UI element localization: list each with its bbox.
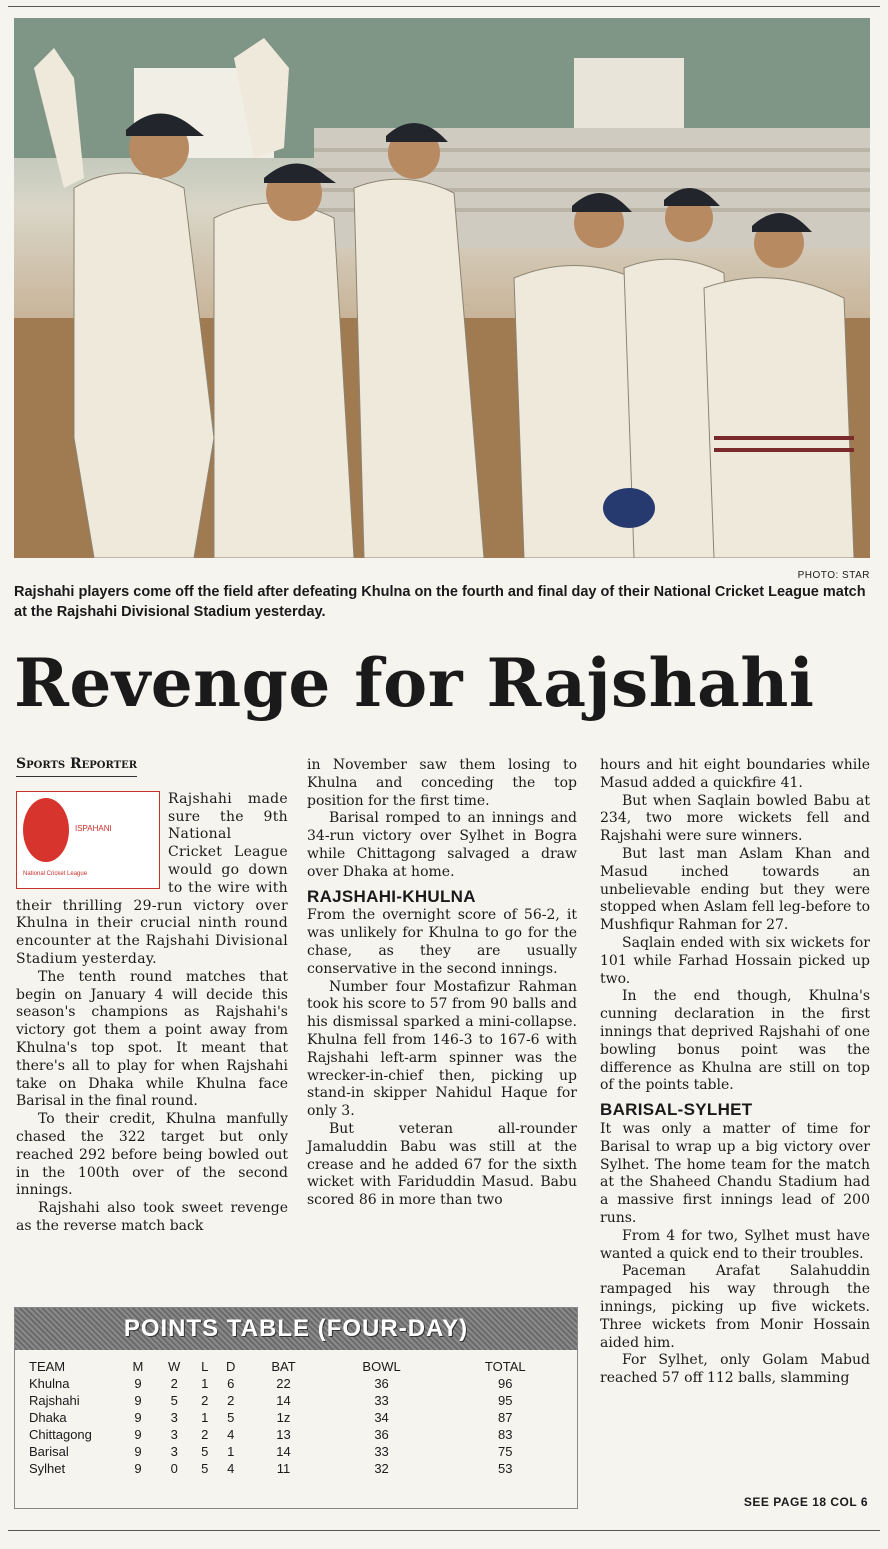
paragraph: For Sylhet, only Golam Mabud reached 57 off 112 balls, slamming [600,1352,870,1387]
paragraph: From the overnight score of 56-2, it was unlikely for Khulna to go for the chase, as they are usually conservative in the second innings. [307,907,577,977]
table-cell: 36 [374,1376,389,1391]
table-cell: Sylhet [29,1461,66,1476]
paragraph: Rajshahi made sure the 9th National Cricket League would go down to the wire with their thrilling 29-run victory over Khulna in their crucial ninth round encounter at the Rajshahi Divisional Stadium yesterday. [16,790,288,967]
table-cell: 2 [201,1427,209,1442]
table-cell: 87 [498,1410,513,1425]
table-cell: Chittagong [29,1427,92,1442]
column-header: BOWL [362,1359,401,1374]
table-cell: 83 [498,1427,513,1442]
table-cell: 2 [170,1376,178,1391]
paragraph: hours and hit eight boundaries while Masud added a quickfire 41. [600,757,870,791]
table-cell: 95 [498,1393,513,1408]
table-cell: 1z [276,1410,291,1425]
table-cell: 5 [170,1393,178,1408]
table-cell: Dhaka [29,1410,67,1425]
paragraph: From 4 for two, Sylhet must have wanted a quick end to their troubles. [600,1227,870,1262]
table-cell: 2 [201,1393,209,1408]
table-cell: 36 [374,1427,389,1442]
article-column-3 [600,757,870,1388]
table-cell: 33 [374,1393,389,1408]
headline: Revenge for Rajshahi [14,644,815,722]
table-cell: 3 [170,1444,178,1459]
paragraph: But when Saqlain bowled Babu at 234, two more wickets fell and Rajshahi were sure winners. [600,792,870,845]
table-cell: 4 [227,1427,235,1442]
logo-brand: ISPAHANI [75,823,112,833]
paragraph: But veteran all-rounder Jamaluddin Babu was still at the crease and he added 67 for the sixth wicket with Fariduddin Masud. Babu scored 86 in more than two [307,1120,577,1209]
table-cell: 32 [374,1461,389,1476]
points-table [14,1307,578,1509]
table-row [29,1443,569,1460]
subheading-barisal-sylhet: BARISAL-SYLHET [600,1100,753,1120]
table-cell: 5 [201,1444,209,1459]
table-cell: 9 [134,1410,142,1425]
table-row [29,1426,569,1443]
table-row [29,1409,569,1426]
cricket-team-photo [14,18,870,558]
table-cell: 1 [227,1444,235,1459]
paragraph: Saqlain ended with six wickets for 101 while Farhad Hossain picked up two. [600,934,870,987]
byline: Sports Reporter [16,756,137,777]
paragraph: To their credit, Khulna manfully chased the 322 target but only reached 292 before being bowled out in the 100th over of the second innings. [16,1111,288,1199]
table-cell: Barisal [29,1444,69,1459]
table-cell: 13 [276,1427,291,1442]
table-cell: 14 [276,1393,291,1408]
table-row [29,1460,569,1477]
table-cell: 14 [276,1444,291,1459]
table-cell: 5 [227,1410,235,1425]
paragraph: But last man Aslam Khan and Masud inched towards an unbelievable ending but they were stopped when Aslam fell leg-before to Mushfiqur Rahman for 27. [600,845,870,934]
table-cell: 9 [134,1461,142,1476]
points-table-grid [29,1358,569,1477]
table-header-row [29,1358,569,1375]
column-header: L [201,1359,209,1374]
column-header: D [226,1359,236,1374]
table-cell: 2 [227,1393,235,1408]
table-cell: 9 [134,1444,142,1459]
table-cell: 3 [170,1427,178,1442]
article-column-2 [307,757,577,1210]
table-cell: 9 [134,1376,142,1391]
table-cell: 34 [374,1410,389,1425]
table-cell: 0 [170,1461,178,1476]
table-cell: 53 [498,1461,513,1476]
paragraph: in November saw them losing to Khulna and conceding the top position for the first time. [307,757,577,809]
ispahani-sponsor-logo [16,791,160,889]
photo-credit: PHOTO: STAR [797,570,870,581]
paragraph: Rajshahi also took sweet revenge as the reverse match back [16,1200,288,1234]
points-table-title: POINTS TABLE (FOUR-DAY) [15,1308,577,1350]
subheading-rajshahi-khulna: RAJSHAHI-KHULNA [307,886,476,906]
article-column-1 [16,756,288,1236]
table-row [29,1392,569,1409]
logo-emblem-icon [23,798,69,862]
table-cell: 9 [134,1427,142,1442]
table-cell: 1 [201,1410,209,1425]
table-cell: 1 [201,1376,209,1391]
column-header: M [132,1359,144,1374]
column-header: BAT [271,1359,296,1374]
table-cell: 33 [374,1444,389,1459]
column-header: W [168,1359,181,1374]
table-cell: 3 [170,1410,178,1425]
table-cell: 22 [276,1376,291,1391]
table-cell: 75 [498,1444,513,1459]
bottom-rule [8,1530,880,1531]
table-cell: 96 [498,1376,513,1391]
table-row [29,1375,569,1392]
paragraph: The tenth round matches that begin on January 4 will decide this season's champions as Rajshahi's victory got them a point away from Khulna's top spot. It meant that there's all to play for when Rajshahi take on Dhaka while Khulna face Barisal in the final round. [16,968,288,1110]
top-rule [8,6,880,7]
table-cell: 4 [227,1461,235,1476]
table-cell: Rajshahi [29,1393,80,1408]
table-cell: 6 [227,1376,235,1391]
table-cell: 11 [276,1461,291,1476]
paragraph: In the end though, Khulna's cunning declaration in the first innings that deprived Rajshahi of one bowling bonus point was the difference as Khulna are still on top of the points table. [600,988,870,1094]
table-cell: Khulna [29,1376,70,1391]
logo-league: National Cricket League [23,871,88,877]
continued-on-page-link: SEE PAGE 18 COL 6 [743,1495,868,1509]
paragraph: Barisal romped to an innings and 34-run victory over Sylhet in Bogra while Chittagong salvaged a draw over Dhaka at home. [307,810,577,880]
column-header: TEAM [29,1359,66,1374]
table-cell: 9 [134,1393,142,1408]
paragraph: It was only a matter of time for Barisal to wrap up a big victory over Sylhet. The home team for the match at the Shaheed Chandu Stadium had a massive first innings lead of 200 runs. [600,1120,870,1226]
paragraph: Paceman Arafat Salahuddin rampaged his way through the innings, picking up five wickets. Three wickets from Monir Hossain aided him. [600,1263,870,1351]
column-header: TOTAL [484,1359,526,1374]
table-cell: 5 [201,1461,209,1476]
paragraph: Number four Mostafizur Rahman took his score to 57 from 90 balls and his dismissal sparked a mini-collapse. Khulna fell from 146-3 to 167-6 with Rajshahi left-arm spinner was the wrecker-in-chief then, picking up stand-in skipper Nahidul Haque for only 3. [307,978,577,1120]
photo-caption: Rajshahi players come off the field after defeating Khulna on the fourth and final day of their National Cricket League match at the Rajshahi Divisional Stadium yesterday. [14,584,866,620]
